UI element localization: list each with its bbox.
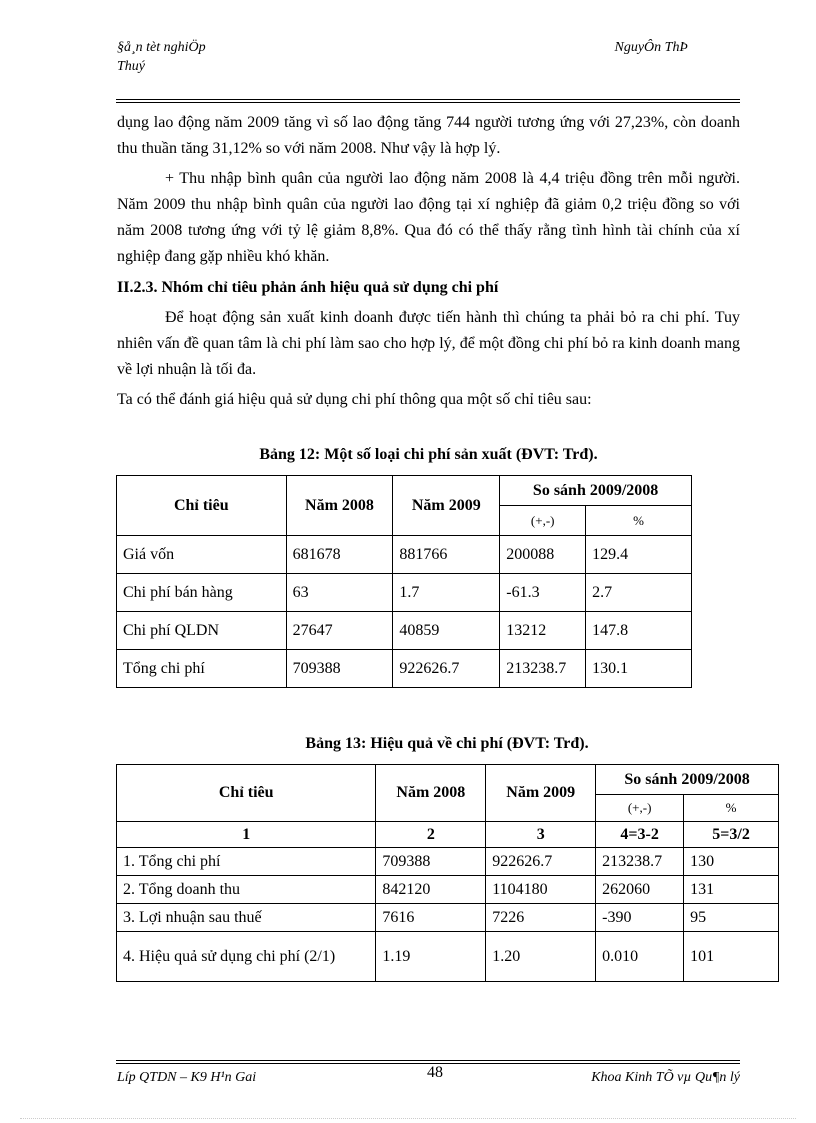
table-row	[117, 536, 692, 574]
table13-index-row	[117, 822, 779, 848]
paragraph-2: + Thu nhập bình quân của người lao động năm 2008 là 4,4 triệu đồng trên mỗi người. Năm 2009 thu nhập bình quân của người lao động tại xí nghiệp đã giảm 0,2 triệu đồng so với năm 2008 tương ứng với tỷ lệ giảm 8,8%. Qua đó có thể thấy rằng tình hình tài chính của xí nghiệp đang gặp nhiều khó khăn.	[117, 170, 740, 265]
table-cell: Giá vốn	[117, 536, 287, 574]
table-cell: 101	[684, 932, 779, 982]
table-cell: 13212	[500, 612, 586, 650]
header-left-line1: §å¸n tèt nghiÖp	[117, 40, 206, 55]
table-cell: 5=3/2	[684, 822, 779, 848]
header-right: NguyÔn ThÞ	[614, 40, 688, 55]
table-cell: 129.4	[586, 536, 692, 574]
table-cell: 213238.7	[500, 650, 586, 688]
table-cell: Chi phí QLDN	[117, 612, 287, 650]
table-cell: 1	[117, 822, 376, 848]
table-row	[117, 932, 779, 982]
table-cell: 7616	[376, 904, 486, 932]
table-cell: 1. Tổng chi phí	[117, 848, 376, 876]
table-cell: 130.1	[586, 650, 692, 688]
header-rule-bottom	[116, 102, 740, 103]
table13-header-pct: %	[684, 795, 779, 822]
table13-header-chitieu: Chỉ tiêu	[117, 765, 376, 822]
table-row	[117, 848, 779, 876]
table-cell: 3	[486, 822, 596, 848]
table12-header-diff: (+,-)	[500, 506, 586, 536]
table12-header-sosanh: So sánh 2009/2008	[500, 476, 692, 506]
header-left	[117, 38, 317, 76]
table-cell: 709388	[286, 650, 393, 688]
page-bottom-divider	[20, 1118, 796, 1119]
header-left-line2: Thuý	[117, 59, 145, 74]
table-cell: 130	[684, 848, 779, 876]
table-cell: 842120	[376, 876, 486, 904]
body-content	[117, 110, 740, 413]
table-cell: 4=3-2	[596, 822, 684, 848]
table-cell: -390	[596, 904, 684, 932]
table-cell: 1.19	[376, 932, 486, 982]
table-row	[117, 876, 779, 904]
table13	[116, 764, 779, 982]
table13-header-sosanh: So sánh 2009/2008	[596, 765, 779, 795]
table12-header-chitieu: Chỉ tiêu	[117, 476, 287, 536]
table-cell: 1.7	[393, 574, 500, 612]
footer-right: Khoa Kinh TÕ vµ Qu¶n lý	[591, 1070, 740, 1085]
table-cell: 881766	[393, 536, 500, 574]
table-cell: 3. Lợi nhuận sau thuế	[117, 904, 376, 932]
table-cell: 213238.7	[596, 848, 684, 876]
table12-caption: Bảng 12: Một số loại chi phí sản xuất (ĐVT: Trđ).	[259, 446, 598, 463]
table-cell: 1104180	[486, 876, 596, 904]
table-cell: 2	[376, 822, 486, 848]
table13-caption: Bảng 13: Hiệu quả về chi phí (ĐVT: Trđ).	[305, 735, 589, 752]
table-cell: 262060	[596, 876, 684, 904]
table-cell: 95	[684, 904, 779, 932]
footer-left: Líp QTDN – K9 H¹n Gai	[117, 1070, 257, 1085]
table-cell: 2. Tổng doanh thu	[117, 876, 376, 904]
table-cell: Tổng chi phí	[117, 650, 287, 688]
paragraph-1: dụng lao động năm 2009 tăng vì số lao động tăng 744 người tương ứng với 27,23%, còn doanh thu thuần tăng 31,12% so với năm 2008. Như vậy là hợp lý.	[117, 114, 740, 157]
table-cell: 2.7	[586, 574, 692, 612]
table-cell: 4. Hiệu quả sử dụng chi phí (2/1)	[117, 932, 376, 982]
table-row	[117, 612, 692, 650]
table12-header-pct: %	[586, 506, 692, 536]
table13-header-2008: Năm 2008	[376, 765, 486, 822]
table-row	[117, 574, 692, 612]
paragraph-3: Để hoạt động sản xuất kinh doanh được tiến hành thì chúng ta phải bỏ ra chi phí. Tuy nhiên vấn đề quan tâm là chi phí làm sao cho hợp lý, để một đồng chi phí bỏ ra kinh doanh mang về lợi nhuận là tối đa.	[117, 309, 740, 378]
table12-header-2008: Năm 2008	[286, 476, 393, 536]
table-cell: 131	[684, 876, 779, 904]
header-rule-top	[116, 99, 740, 100]
table13-header-diff: (+,-)	[596, 795, 684, 822]
table-cell: 681678	[286, 536, 393, 574]
table-cell: 1.20	[486, 932, 596, 982]
table12-header-2009: Năm 2009	[393, 476, 500, 536]
table-row	[117, 650, 692, 688]
table-cell: 147.8	[586, 612, 692, 650]
table-cell: 922626.7	[486, 848, 596, 876]
table-row	[117, 904, 779, 932]
table-cell: 40859	[393, 612, 500, 650]
table-cell: 0.010	[596, 932, 684, 982]
paragraph-4: Ta có thể đánh giá hiệu quả sử dụng chi phí thông qua một số chỉ tiêu sau:	[117, 391, 592, 408]
table-cell: 7226	[486, 904, 596, 932]
footer-rule-top	[116, 1060, 740, 1061]
table-cell: 922626.7	[393, 650, 500, 688]
section-heading: II.2.3. Nhóm chỉ tiêu phản ánh hiệu quả sử dụng chi phí	[117, 279, 499, 296]
table-cell: 200088	[500, 536, 586, 574]
table13-header-2009: Năm 2009	[486, 765, 596, 822]
table12	[116, 475, 692, 688]
table-cell: 63	[286, 574, 393, 612]
table-cell: 27647	[286, 612, 393, 650]
table-cell: Chi phí bán hàng	[117, 574, 287, 612]
page-number: 48	[427, 1064, 443, 1081]
table-cell: -61.3	[500, 574, 586, 612]
table-cell: 709388	[376, 848, 486, 876]
